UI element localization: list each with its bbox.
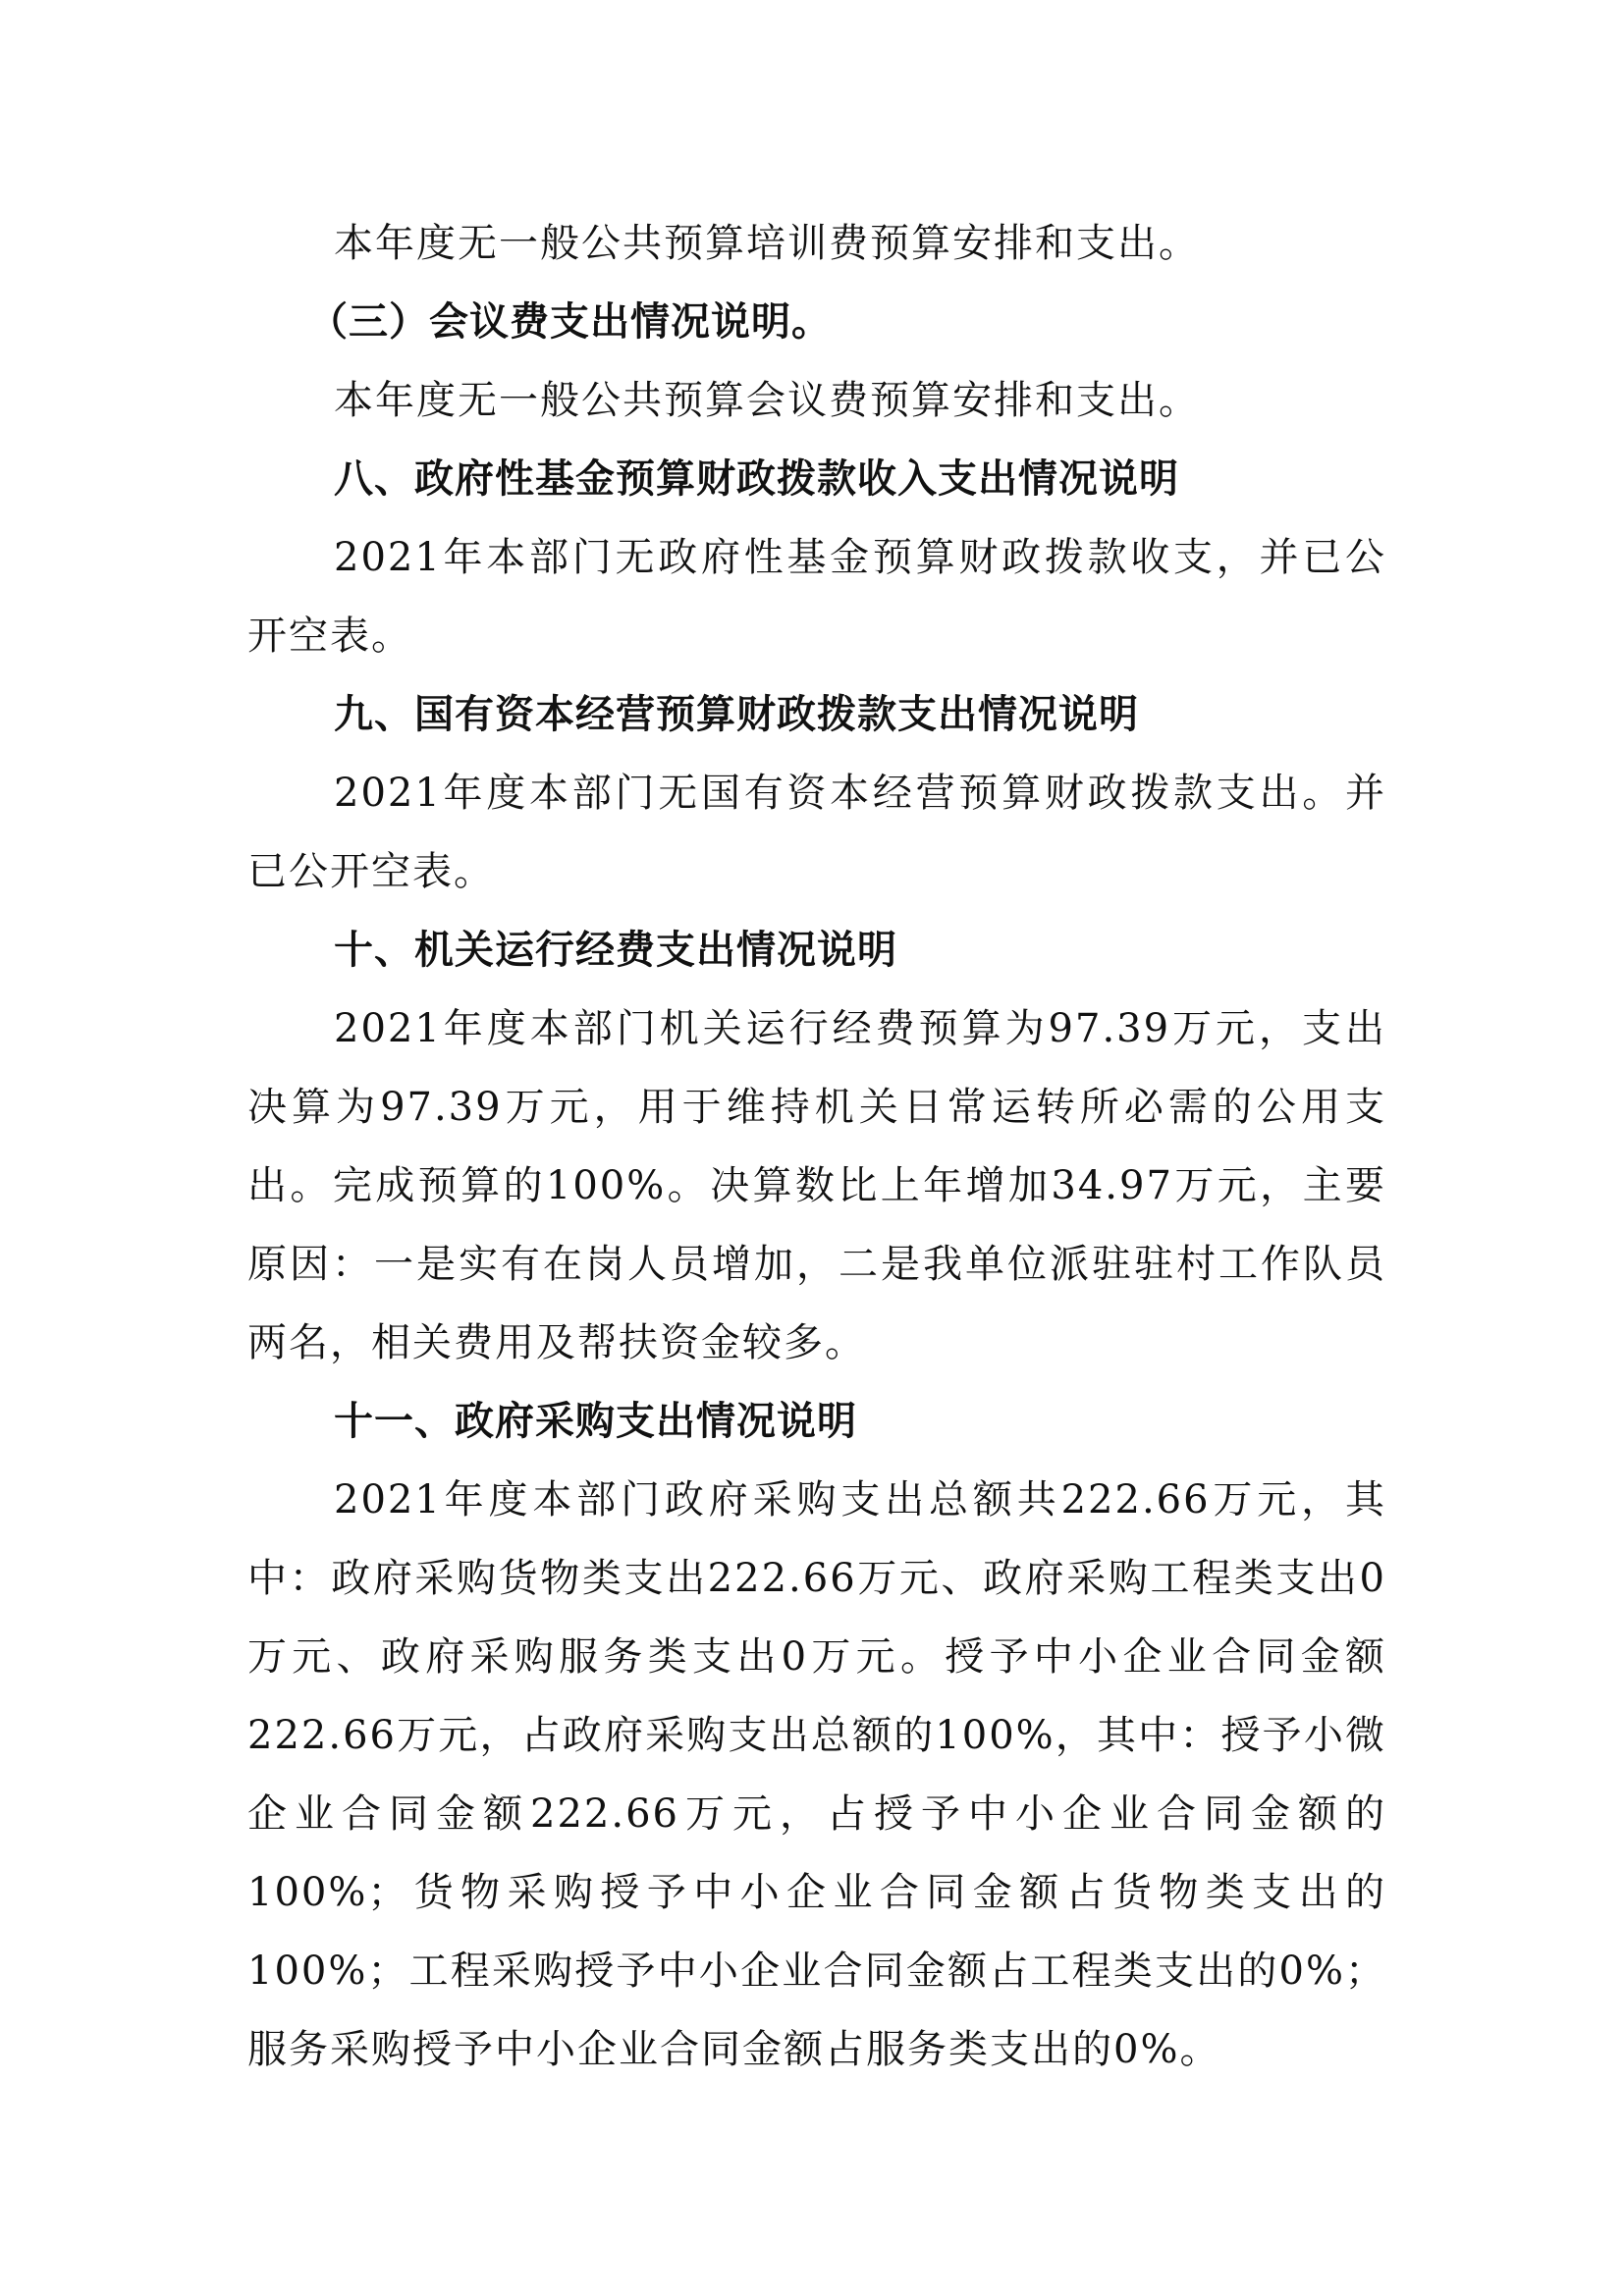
paragraph-section-11: 2021年度本部门政府采购支出总额共222.66万元，其中：政府采购货物类支出222.66万元、政府采购工程类支出0万元、政府采购服务类支出0万元。授予中小企业合同金额222.66万元，占政府采购支出总额的100%，其中：授予小微企业合同金额222.66万元，占授予中小企业合同金额的100%；货物采购授予中小企业合同金额占货物类支出的100%；工程采购授予中小企业合同金额占工程类支出的0%；服务采购授予中小企业合同金额占服务类支出的0%。 — [247, 1477, 1386, 2072]
paragraph-section-10: 2021年度本部门机关运行经费预算为97.39万元，支出决算为97.39万元，用于维持机关日常运转所必需的公用支出。完成预算的100%。决算数比上年增加34.97万元，主要原因：一是实有在岗人员增加，二是我单位派驻驻村工作队员两名，相关费用及帮扶资金较多。 — [247, 1006, 1386, 1365]
heading-section-9: 九、国有资本经营预算财政拨款支出情况说明 — [334, 692, 1139, 737]
heading-section-11: 十一、政府采购支出情况说明 — [334, 1399, 857, 1444]
paragraph-section-9: 2021年度本部门无国有资本经营预算财政拨款支出。并已公开空表。 — [247, 771, 1386, 894]
paragraph-meeting-fee: 本年度无一般公共预算会议费预算安排和支出。 — [334, 378, 1200, 423]
heading-meeting-fee: （三）会议费支出情况说明。 — [308, 298, 832, 345]
document-page — [247, 204, 1386, 2089]
heading-section-8: 八、政府性基金预算财政拨款收入支出情况说明 — [334, 456, 1179, 502]
paragraph-section-8: 2021年本部门无政府性基金预算财政拨款收支，并已公开空表。 — [247, 535, 1386, 659]
heading-section-10: 十、机关运行经费支出情况说明 — [334, 928, 897, 973]
paragraph-training-fee: 本年度无一般公共预算培训费预算安排和支出。 — [334, 221, 1200, 266]
